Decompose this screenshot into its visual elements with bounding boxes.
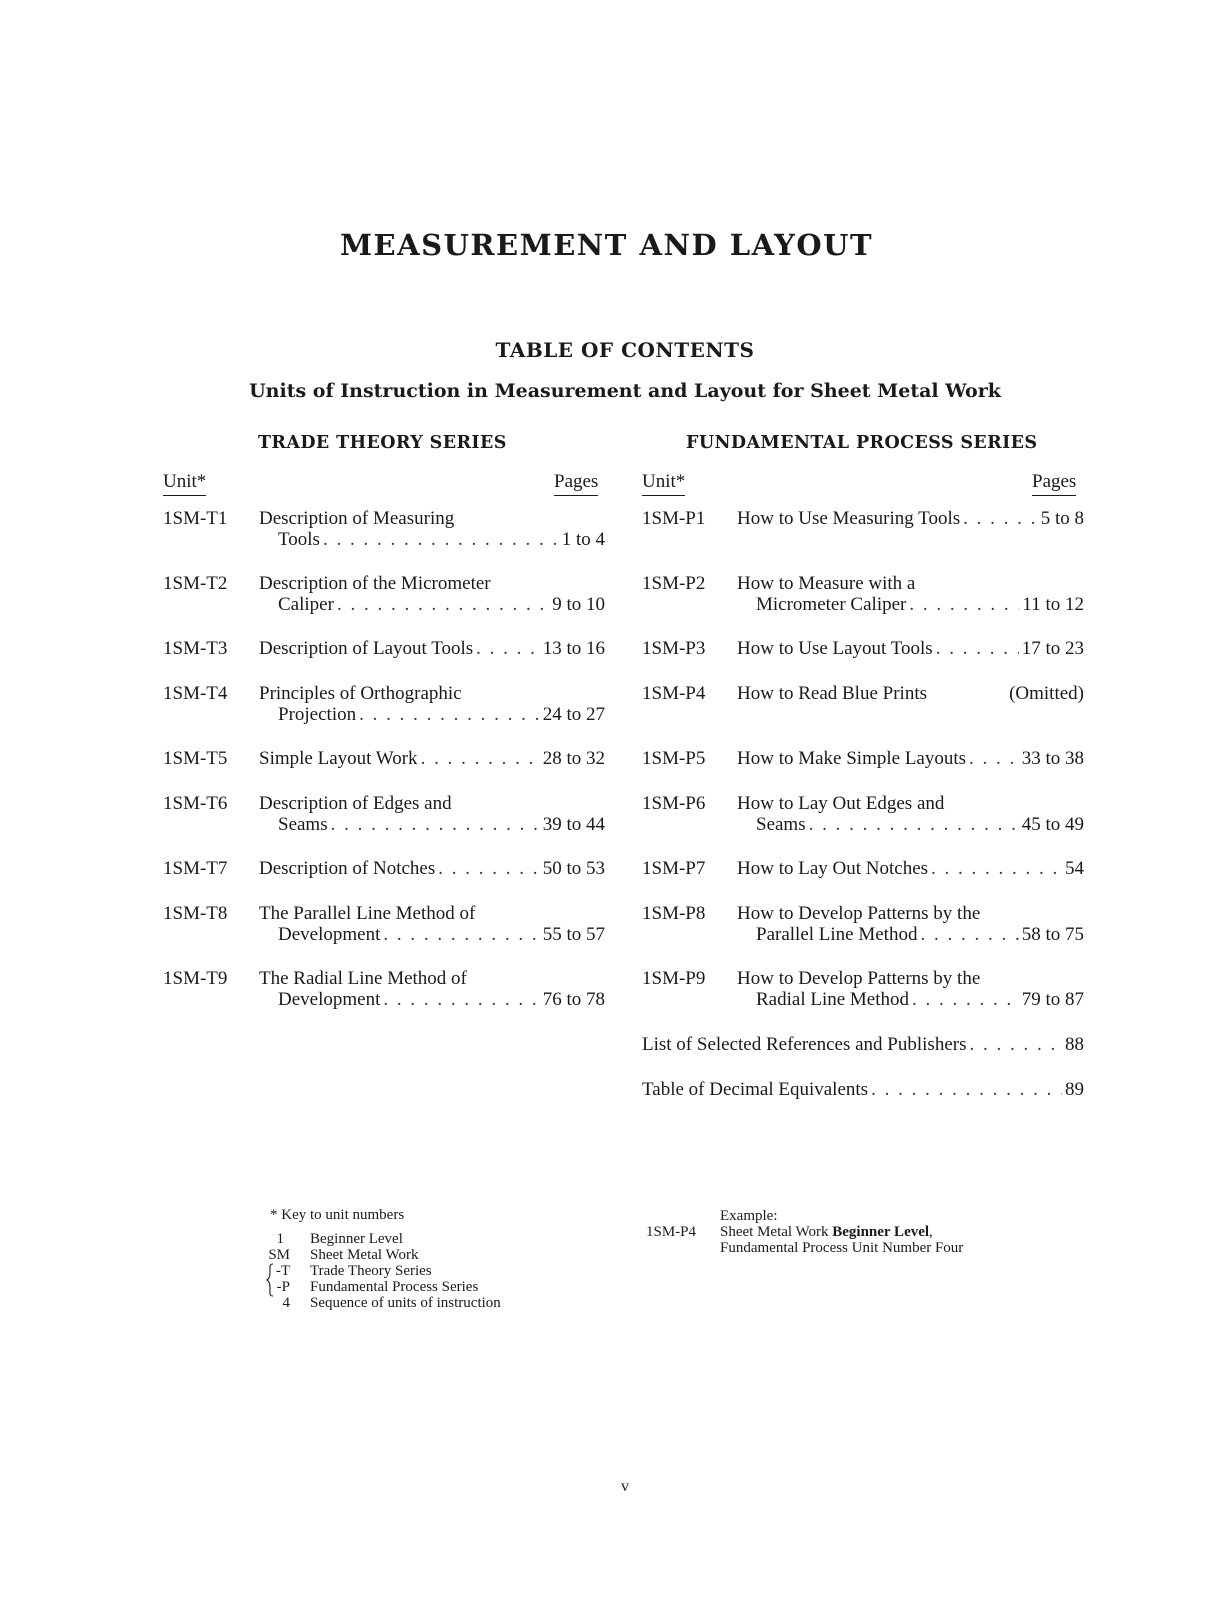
toc-subtitle: Units of Instruction in Measurement and Layout for Sheet Metal Work — [249, 380, 1001, 402]
toc-entry-pages: 13 to 16 — [542, 638, 605, 659]
toc-unit-code: 1SM-P7 — [642, 858, 706, 879]
leader-dots — [909, 594, 1019, 615]
toc-unit-code: 1SM-P2 — [642, 573, 706, 594]
toc-entry-title: Description of Notches — [259, 858, 436, 879]
leader-dots — [920, 924, 1018, 945]
toc-entry-pages: 24 to 27 — [542, 704, 605, 725]
toc-unit-code: 1SM-T1 — [163, 508, 228, 529]
leader-dots — [963, 508, 1038, 529]
right-unit-header: Unit* — [642, 470, 685, 496]
toc-entry-title: How to Lay Out Edges and — [737, 793, 945, 814]
leader-dots — [383, 989, 539, 1010]
leader-dots — [421, 748, 540, 769]
toc-entry-title: Projection — [278, 704, 357, 725]
key-title: * Key to unit numbers — [270, 1207, 405, 1223]
toc-entry-pages: 54 — [1065, 858, 1084, 879]
key-code: -P — [276, 1279, 290, 1295]
toc-entry-title: Parallel Line Method — [756, 924, 918, 945]
toc-entry-pages: (Omitted) — [1009, 683, 1084, 704]
toc-extra-label: Table of Decimal Equivalents — [642, 1079, 869, 1100]
example-unit: 1SM-P4 — [646, 1224, 697, 1240]
toc-unit-code: 1SM-T6 — [163, 793, 228, 814]
toc-entry-title: How to Develop Patterns by the — [737, 903, 981, 924]
toc-unit-code: 1SM-T5 — [163, 748, 228, 769]
key-code: -T — [275, 1263, 290, 1279]
toc-entry-pages: 33 to 38 — [1021, 748, 1084, 769]
toc-entry-pages: 79 to 87 — [1021, 989, 1084, 1010]
toc-entry-title: How to Measure with a — [737, 573, 916, 594]
toc-unit-code: 1SM-T7 — [163, 858, 228, 879]
toc-extra-entry — [642, 1079, 1084, 1100]
fundamental-process-series-title: FUNDAMENTAL PROCESS SERIES — [686, 433, 1038, 453]
toc-entry-title: Development — [278, 989, 381, 1010]
toc-extra-label: List of Selected References and Publishers — [642, 1034, 967, 1055]
key-text: Sequence of units of instruction — [310, 1295, 501, 1311]
toc-extra-pages: 88 — [1065, 1034, 1084, 1055]
toc-entry-pages: 9 to 10 — [552, 594, 605, 615]
left-pages-header: Pages — [554, 470, 598, 496]
leader-dots — [969, 1034, 1062, 1055]
leader-dots — [438, 858, 539, 879]
example-line1-prefix: Sheet Metal Work — [720, 1224, 829, 1240]
toc-unit-code: 1SM-T4 — [163, 683, 228, 704]
toc-entry-title: Seams — [756, 814, 806, 835]
toc-entry-title: The Parallel Line Method of — [259, 903, 476, 924]
toc-extra-entry — [642, 1034, 1084, 1055]
toc-entry-title: Tools — [278, 529, 320, 550]
toc-entry-pages: 1 to 4 — [561, 529, 605, 550]
toc-unit-code: 1SM-P8 — [642, 903, 706, 924]
toc-entry-title: Radial Line Method — [756, 989, 910, 1010]
toc-entry-title: Description of the Micrometer — [259, 573, 491, 594]
brace-icon — [266, 1263, 274, 1297]
leader-dots — [809, 814, 1019, 835]
toc-entry-title: Description of Edges and — [259, 793, 452, 814]
toc-unit-code: 1SM-T2 — [163, 573, 228, 594]
toc-entry-title: The Radial Line Method of — [259, 968, 467, 989]
toc-unit-code: 1SM-P4 — [642, 683, 706, 704]
page-number: v — [621, 1478, 629, 1495]
toc-entry-pages: 76 to 78 — [542, 989, 605, 1010]
toc-entry-title: How to Make Simple Layouts — [737, 748, 967, 769]
toc-unit-code: 1SM-P6 — [642, 793, 706, 814]
leader-dots — [936, 638, 1019, 659]
toc-unit-code: 1SM-P9 — [642, 968, 706, 989]
leader-dots — [337, 594, 549, 615]
leader-dots — [359, 704, 540, 725]
left-unit-header: Unit* — [163, 470, 206, 496]
toc-unit-code: 1SM-P1 — [642, 508, 706, 529]
example-line1-bold: Beginner Level — [832, 1224, 930, 1240]
example-label: Example: — [720, 1208, 778, 1224]
key-text: Trade Theory Series — [310, 1263, 432, 1279]
trade-theory-series-title: TRADE THEORY SERIES — [258, 433, 507, 453]
toc-entry-pages: 45 to 49 — [1021, 814, 1084, 835]
leader-dots — [476, 638, 540, 659]
leader-dots — [383, 924, 539, 945]
toc-entry-title: How to Lay Out Notches — [737, 858, 929, 879]
leader-dots — [331, 814, 540, 835]
key-code: 1 — [276, 1231, 284, 1247]
toc-unit-code: 1SM-T3 — [163, 638, 228, 659]
toc-entry-title: How to Read Blue Prints — [737, 683, 927, 704]
toc-entry-pages: 28 to 32 — [542, 748, 605, 769]
toc-entry-pages: 58 to 75 — [1021, 924, 1084, 945]
toc-entry-pages: 11 to 12 — [1022, 594, 1084, 615]
toc-entry-title: How to Use Layout Tools — [737, 638, 933, 659]
toc-entry-title: Description of Measuring — [259, 508, 455, 529]
leader-dots — [912, 989, 1019, 1010]
leader-dots — [969, 748, 1019, 769]
toc-entry-pages: 50 to 53 — [542, 858, 605, 879]
toc-unit-code: 1SM-T8 — [163, 903, 228, 924]
key-text: Beginner Level — [310, 1231, 403, 1247]
leader-dots — [931, 858, 1062, 879]
toc-unit-code: 1SM-P3 — [642, 638, 706, 659]
toc-entry-title: Caliper — [278, 594, 334, 615]
leader-dots — [323, 529, 559, 550]
leader-dots — [871, 1079, 1062, 1100]
toc-unit-code: 1SM-P5 — [642, 748, 706, 769]
toc-entry-title: Simple Layout Work — [259, 748, 418, 769]
toc-unit-code: 1SM-T9 — [163, 968, 228, 989]
key-code: 4 — [282, 1295, 290, 1311]
toc-entry-title: Seams — [278, 814, 328, 835]
toc-entry-title: How to Develop Patterns by the — [737, 968, 981, 989]
key-code: SM — [268, 1247, 290, 1263]
key-text: Sheet Metal Work — [310, 1247, 419, 1263]
toc-entry-title: How to Use Measuring Tools — [737, 508, 961, 529]
toc-heading: TABLE OF CONTENTS — [495, 338, 755, 362]
key-text: Fundamental Process Series — [310, 1279, 479, 1295]
right-pages-header: Pages — [1032, 470, 1076, 496]
toc-extra-pages: 89 — [1065, 1079, 1084, 1100]
toc-entry-pages: 39 to 44 — [542, 814, 605, 835]
example-line-1 — [720, 1224, 933, 1240]
toc-entry-title: Principles of Orthographic — [259, 683, 462, 704]
toc-entry-pages: 5 to 8 — [1040, 508, 1084, 529]
toc-entry-title: Description of Layout Tools — [259, 638, 474, 659]
example-line-2: Fundamental Process Unit Number Four — [720, 1240, 964, 1256]
toc-entry-pages: 55 to 57 — [542, 924, 605, 945]
example-line1-suffix: , — [929, 1224, 933, 1240]
toc-entry-title: Micrometer Caliper — [756, 594, 907, 615]
page-title: MEASUREMENT AND LAYOUT — [339, 228, 874, 262]
toc-entry-title: Development — [278, 924, 381, 945]
toc-entry-pages: 17 to 23 — [1021, 638, 1084, 659]
